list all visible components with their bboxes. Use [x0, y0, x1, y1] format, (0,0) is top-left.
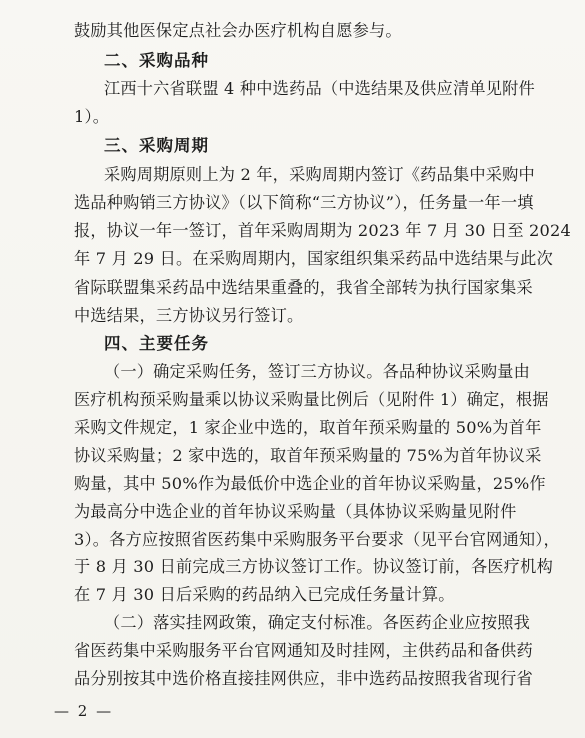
body-line-16: 3）。各方应按照省医药集中采购服务平台要求（见平台官网通知），	[74, 529, 560, 549]
body-line-6: 报，协议一年一签订，首年采购周期为 2023 年 7 月 30 日至 2024	[74, 221, 572, 241]
body-line-5: 选品种购销三方协议》（以下简称“三方协议”），任务量一年一填	[74, 193, 534, 213]
body-line-3: 1）。	[74, 107, 110, 127]
body-line-12: 采购文件规定，1 家企业中选的，取首年预采购量的 50%为首年	[74, 418, 542, 437]
body-line-20: 省医药集中采购服务平台官网通知及时挂网，主供药品和备供药	[74, 641, 533, 661]
body-line-15: 为最高分中选企业的首年协议采购量（具体协议采购量见附件	[74, 501, 517, 521]
body-line-11: 医疗机构预采购量乘以协议采购量比例后（见附件 1）确定，根据	[74, 390, 549, 410]
page-number: — 2 —	[54, 702, 114, 720]
body-line-9: 中选结果，三方协议另行签订。	[74, 305, 304, 325]
body-line-2: 江西十六省联盟 4 种中选药品（中选结果及供应清单见附件	[104, 79, 535, 99]
body-line-10: （一）确定采购任务，签订三方协议。各品种协议采购量由	[104, 362, 531, 382]
body-line-4: 采购周期原则上为 2 年，采购周期内签订《药品集中采购中	[104, 164, 535, 184]
body-line-21: 品分别按其中选价格直接挂网供应，非中选药品按照我省现行省	[74, 669, 533, 688]
body-line-7: 年 7 月 29 日。在采购周期内，国家组织集采药品中选结果与此次	[74, 249, 553, 268]
section-heading-procurement-varieties: 二、采购品种	[104, 50, 209, 70]
body-line-1: 鼓励其他医保定点社会办医疗机构自愿参与。	[74, 21, 402, 40]
body-line-17: 于 8 月 30 日前完成三方协议签订工作。协议签订前，各医疗机构	[74, 557, 553, 577]
body-line-8: 省际联盟集采药品中选结果重叠的，我省全部转为执行国家集采	[74, 277, 533, 297]
section-heading-main-tasks: 四、主要任务	[104, 334, 209, 354]
body-line-18: 在 7 月 30 日后采购的药品纳入已完成任务量计算。	[74, 585, 455, 605]
body-line-13: 协议采购量；2 家中选的，取首年预采购量的 75%为首年协议采	[74, 445, 542, 465]
body-line-14: 购量，其中 50%作为最低价中选企业的首年协议采购量，25%作	[74, 473, 546, 493]
body-line-19: （二）落实挂网政策，确定支付标准。各医药企业应按照我	[104, 613, 531, 633]
section-heading-procurement-cycle: 三、采购周期	[104, 135, 209, 155]
